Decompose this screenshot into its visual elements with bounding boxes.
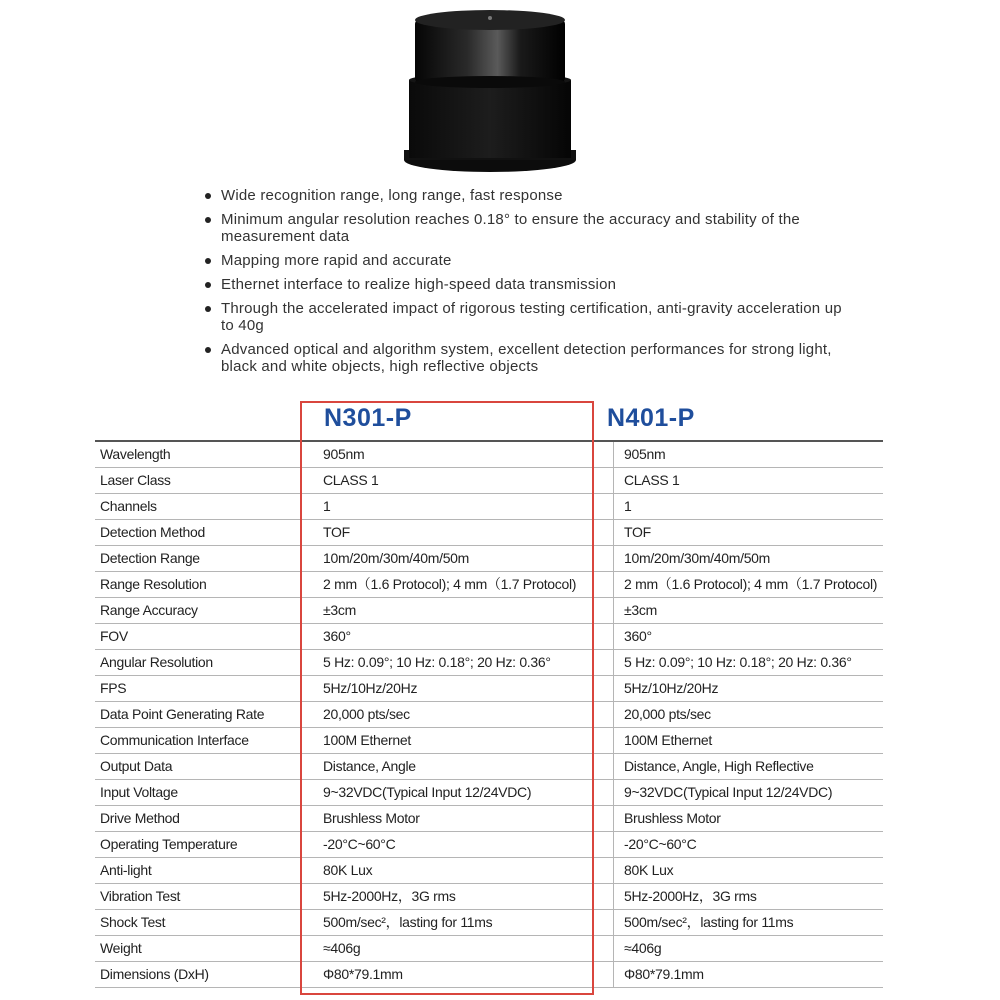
- spec-label: Communication Interface: [95, 727, 301, 753]
- n301p-value: 10m/20m/30m/40m/50m: [301, 545, 614, 571]
- spec-table: [95, 440, 883, 988]
- spec-label: Wavelength: [95, 441, 301, 467]
- feature-item: Mapping more rapid and accurate: [205, 252, 845, 269]
- n301p-value: 5Hz-2000Hz，3G rms: [301, 883, 614, 909]
- n401p-value: 100M Ethernet: [614, 727, 884, 753]
- n301p-value: 9~32VDC(Typical Input 12/24VDC): [301, 779, 614, 805]
- n301p-value: Distance, Angle: [301, 753, 614, 779]
- n301p-value: 905nm: [301, 441, 614, 467]
- spec-row: [95, 649, 883, 675]
- feature-item: Through the accelerated impact of rigorous testing certification, anti-gravity acceleration up to 40g: [205, 300, 845, 334]
- n401p-value: ±3cm: [614, 597, 884, 623]
- spec-label: Channels: [95, 493, 301, 519]
- bullet-icon: [205, 282, 211, 288]
- n401p-value: 5Hz/10Hz/20Hz: [614, 675, 884, 701]
- n301p-value: 2 mm（1.6 Protocol); 4 mm（1.7 Protocol): [301, 571, 614, 597]
- n401p-value: CLASS 1: [614, 467, 884, 493]
- n401p-value: 2 mm（1.6 Protocol); 4 mm（1.7 Protocol): [614, 571, 884, 597]
- spec-row: [95, 441, 883, 467]
- spec-row: [95, 753, 883, 779]
- spec-row: [95, 779, 883, 805]
- n301p-value: -20°C~60°C: [301, 831, 614, 857]
- feature-item: Ethernet interface to realize high-speed data transmission: [205, 276, 845, 293]
- n401p-value: 1: [614, 493, 884, 519]
- n301p-value: CLASS 1: [301, 467, 614, 493]
- model-header-n401p: N401-P: [607, 404, 695, 432]
- n301p-value: Φ80*79.1mm: [301, 961, 614, 987]
- model-header-n301p: N301-P: [324, 404, 412, 432]
- spec-label: Shock Test: [95, 909, 301, 935]
- bullet-icon: [205, 258, 211, 264]
- n401p-value: ≈406g: [614, 935, 884, 961]
- feature-item: Minimum angular resolution reaches 0.18° to ensure the accuracy and stability of the measurement data: [205, 211, 845, 245]
- spec-row: [95, 831, 883, 857]
- spec-row: [95, 805, 883, 831]
- n401p-value: 9~32VDC(Typical Input 12/24VDC): [614, 779, 884, 805]
- spec-label: FOV: [95, 623, 301, 649]
- spec-label: Laser Class: [95, 467, 301, 493]
- spec-row: [95, 857, 883, 883]
- n401p-value: 5 Hz: 0.09°; 10 Hz: 0.18°; 20 Hz: 0.36°: [614, 649, 884, 675]
- n301p-value: 1: [301, 493, 614, 519]
- spec-label: Angular Resolution: [95, 649, 301, 675]
- spec-row: [95, 623, 883, 649]
- lidar-product-image: [395, 0, 585, 178]
- spec-label: Operating Temperature: [95, 831, 301, 857]
- spec-label: Range Resolution: [95, 571, 301, 597]
- spec-label: Data Point Generating Rate: [95, 701, 301, 727]
- spec-row: [95, 493, 883, 519]
- spec-row: [95, 675, 883, 701]
- n401p-value: 5Hz-2000Hz，3G rms: [614, 883, 884, 909]
- bullet-icon: [205, 193, 211, 199]
- n301p-value: ≈406g: [301, 935, 614, 961]
- spec-label: Range Accuracy: [95, 597, 301, 623]
- n401p-value: 500m/sec²，lasting for 11ms: [614, 909, 884, 935]
- bullet-icon: [205, 347, 211, 353]
- n401p-value: 10m/20m/30m/40m/50m: [614, 545, 884, 571]
- n401p-value: 80K Lux: [614, 857, 884, 883]
- spec-label: Detection Method: [95, 519, 301, 545]
- bullet-icon: [205, 306, 211, 312]
- n401p-value: TOF: [614, 519, 884, 545]
- n301p-value: 5 Hz: 0.09°; 10 Hz: 0.18°; 20 Hz: 0.36°: [301, 649, 614, 675]
- n401p-value: 905nm: [614, 441, 884, 467]
- n301p-value: 5Hz/10Hz/20Hz: [301, 675, 614, 701]
- spec-row: [95, 961, 883, 987]
- spec-row: [95, 727, 883, 753]
- spec-row: [95, 545, 883, 571]
- spec-row: [95, 519, 883, 545]
- spec-row: [95, 571, 883, 597]
- feature-item: Advanced optical and algorithm system, excellent detection performances for strong light, black and white objects, high reflective objects: [205, 341, 845, 375]
- feature-item: Wide recognition range, long range, fast response: [205, 187, 845, 204]
- spec-label: FPS: [95, 675, 301, 701]
- spec-label: Drive Method: [95, 805, 301, 831]
- spec-label: Detection Range: [95, 545, 301, 571]
- spec-label: Output Data: [95, 753, 301, 779]
- spec-label: Weight: [95, 935, 301, 961]
- n401p-value: 360°: [614, 623, 884, 649]
- n301p-value: 360°: [301, 623, 614, 649]
- feature-list: [205, 187, 845, 382]
- spec-row: [95, 909, 883, 935]
- n401p-value: Distance, Angle, High Reflective: [614, 753, 884, 779]
- n301p-value: 500m/sec²，lasting for 11ms: [301, 909, 614, 935]
- n401p-value: 20,000 pts/sec: [614, 701, 884, 727]
- spec-row: [95, 467, 883, 493]
- spec-label: Anti-light: [95, 857, 301, 883]
- spec-row: [95, 883, 883, 909]
- spec-label: Dimensions (DxH): [95, 961, 301, 987]
- bullet-icon: [205, 217, 211, 223]
- spec-label: Vibration Test: [95, 883, 301, 909]
- spec-row: [95, 935, 883, 961]
- n301p-value: 20,000 pts/sec: [301, 701, 614, 727]
- spec-label: Input Voltage: [95, 779, 301, 805]
- n401p-value: Brushless Motor: [614, 805, 884, 831]
- n301p-value: TOF: [301, 519, 614, 545]
- n401p-value: -20°C~60°C: [614, 831, 884, 857]
- n301p-value: Brushless Motor: [301, 805, 614, 831]
- n301p-value: 80K Lux: [301, 857, 614, 883]
- spec-row: [95, 597, 883, 623]
- n301p-value: 100M Ethernet: [301, 727, 614, 753]
- spec-row: [95, 701, 883, 727]
- n401p-value: Φ80*79.1mm: [614, 961, 884, 987]
- n301p-value: ±3cm: [301, 597, 614, 623]
